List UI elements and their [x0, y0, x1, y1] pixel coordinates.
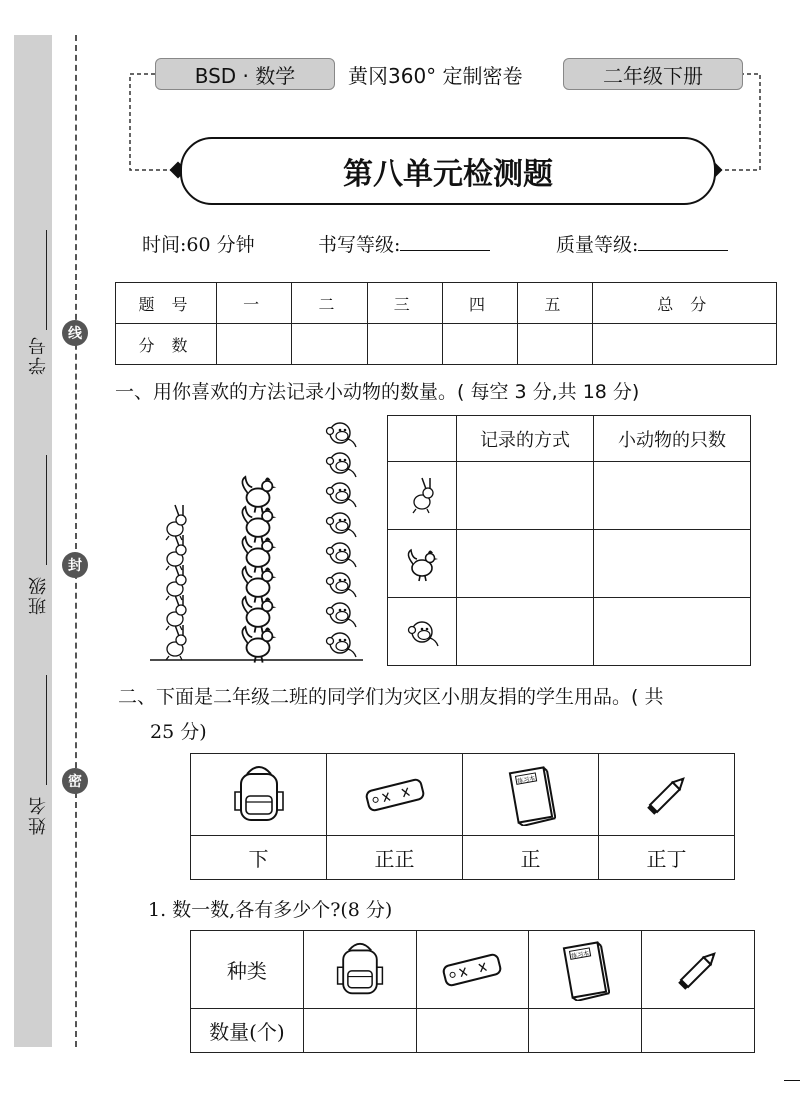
score-input[interactable]	[442, 324, 517, 365]
exercise-book-icon	[463, 754, 599, 836]
animal-pictograph	[150, 415, 365, 665]
monkey-mark	[327, 633, 357, 657]
pencil-box-icon	[327, 754, 463, 836]
record-method-header: 记录的方式	[457, 416, 594, 462]
backpack-icon	[303, 931, 416, 1009]
monkey-mark	[327, 483, 357, 507]
quality-grade-label: 质量等级:	[556, 234, 639, 256]
tally-cell: 正丁	[599, 836, 735, 880]
rabbit-mark	[166, 505, 186, 540]
pencil-icon	[599, 754, 735, 836]
score-input[interactable]	[593, 324, 777, 365]
score-input[interactable]	[367, 324, 442, 365]
monkey-mark	[327, 513, 357, 537]
rabbit-mark	[166, 535, 186, 570]
book-label: 练习本	[516, 774, 536, 785]
rabbit-icon	[388, 462, 457, 530]
monkey-mark	[327, 573, 357, 597]
writing-grade-blank[interactable]	[400, 250, 490, 251]
writing-grade-label: 书写等级:	[318, 234, 401, 256]
score-table	[115, 282, 777, 365]
rabbit-mark	[166, 565, 186, 600]
qty-input[interactable]	[529, 1009, 642, 1053]
seal-secret-mark: 密	[62, 768, 88, 794]
name-line[interactable]	[46, 675, 47, 785]
score-input[interactable]	[518, 324, 593, 365]
donation-items-row	[191, 754, 735, 836]
rooster-mark	[242, 567, 276, 603]
student-id-label: 学号	[28, 335, 49, 375]
tally-cell: 下	[191, 836, 327, 880]
grade-badge: 二年级下册	[563, 58, 743, 90]
student-id-line[interactable]	[46, 230, 47, 330]
monkey-icon	[388, 598, 457, 666]
time-limit: 时间:60 分钟	[142, 234, 255, 256]
animal-header-corner	[388, 416, 457, 462]
table-row	[388, 462, 751, 530]
seal-line-mark: 线	[62, 320, 88, 346]
name-label: 姓名	[28, 795, 49, 835]
question-1-title: 一、用你喜欢的方法记录小动物的数量。( 每空 3 分,共 18 分)	[115, 381, 640, 403]
monkey-mark	[327, 603, 357, 627]
score-cell: 三	[367, 283, 442, 324]
exercise-book-icon	[529, 931, 642, 1009]
score-input[interactable]	[217, 324, 292, 365]
count-table	[190, 930, 755, 1053]
cut-line	[75, 35, 77, 1047]
rabbit-mark	[166, 595, 186, 630]
rooster-mark	[242, 627, 276, 663]
monkey-count-input[interactable]	[594, 598, 751, 666]
score-input[interactable]	[292, 324, 367, 365]
qty-input[interactable]	[303, 1009, 416, 1053]
count-kind-row	[191, 931, 755, 1009]
score-cell: 二	[292, 283, 367, 324]
seal-seal-mark: 封	[62, 552, 88, 578]
quality-grade	[556, 230, 728, 257]
animal-record-table	[387, 415, 751, 666]
rooster-record-input[interactable]	[457, 530, 594, 598]
monkey-mark	[327, 453, 357, 477]
table-row	[388, 530, 751, 598]
donation-tally-row	[191, 836, 735, 880]
count-qty-row	[191, 1009, 755, 1053]
score-cell: 四	[442, 283, 517, 324]
score-cell: 总 分	[593, 283, 777, 324]
page-edge-mark	[784, 1080, 800, 1081]
donation-tally-table	[190, 753, 735, 880]
monkey-record-input[interactable]	[457, 598, 594, 666]
rooster-count-input[interactable]	[594, 530, 751, 598]
brand-text: 黄冈360° 定制密卷	[348, 64, 523, 88]
rabbit-mark	[166, 625, 186, 660]
tally-cell: 正	[463, 836, 599, 880]
writing-grade	[318, 230, 490, 257]
score-cell: 五	[518, 283, 593, 324]
class-label: 班级	[28, 575, 49, 615]
table-row	[388, 598, 751, 666]
question-2-title: 二、下面是二年级二班的同学们为灾区小朋友捐的学生用品。( 共	[118, 686, 664, 708]
book-label: 练习本	[571, 949, 591, 960]
monkey-mark	[327, 543, 357, 567]
score-row-label: 分 数	[116, 324, 217, 365]
rooster-mark	[242, 477, 276, 513]
subject-badge: BSD · 数学	[155, 58, 335, 90]
qty-input[interactable]	[642, 1009, 755, 1053]
backpack-icon	[191, 754, 327, 836]
pencil-box-icon	[416, 931, 529, 1009]
qty-label: 数量(个)	[191, 1009, 304, 1053]
score-cell: 一	[217, 283, 292, 324]
rooster-mark	[242, 597, 276, 633]
score-header-row	[116, 283, 777, 324]
score-cell: 题 号	[116, 283, 217, 324]
monkey-mark	[327, 423, 357, 447]
class-line[interactable]	[46, 455, 47, 565]
kind-label: 种类	[191, 931, 304, 1009]
rooster-icon	[388, 530, 457, 598]
rooster-mark	[242, 507, 276, 543]
rabbit-record-input[interactable]	[457, 462, 594, 530]
subquestion-1-title: 1. 数一数,各有多少个?(8 分)	[148, 899, 393, 921]
page-title: 第八单元检测题	[180, 137, 716, 205]
score-value-row	[116, 324, 777, 365]
rabbit-count-input[interactable]	[594, 462, 751, 530]
qty-input[interactable]	[416, 1009, 529, 1053]
animal-header-row	[388, 416, 751, 462]
rooster-mark	[242, 537, 276, 573]
animal-count-header: 小动物的只数	[594, 416, 751, 462]
tally-cell: 正正	[327, 836, 463, 880]
question-2-title-cont: 25 分)	[150, 721, 207, 743]
binding-strip	[14, 35, 52, 1047]
quality-grade-blank[interactable]	[638, 250, 728, 251]
pencil-icon	[642, 931, 755, 1009]
